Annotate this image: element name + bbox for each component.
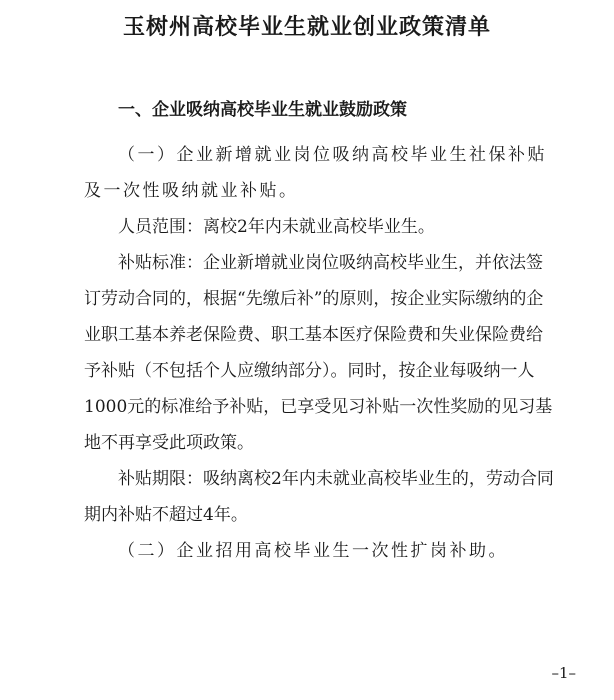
subsection-heading: （一）企业新增就业岗位吸纳高校毕业生社保补贴及一次性吸纳就业补贴。: [84, 145, 547, 201]
section-heading: 一、企业吸纳高校毕业生就业鼓励政策: [118, 100, 407, 120]
page-number: –1–: [551, 664, 576, 682]
paragraph-standard: 补贴标准：企业新增就业岗位吸纳高校毕业生，并依法签订劳动合同的，根据“先缴后补”的原则，按企业实际缴纳的企业职工基本养老保险费、职工基本医疗保险费和失业保险费给予补贴（不包括个人应缴纳部分）。同时，按企业每吸纳一人1000元的标准给予补贴，已享受见习补贴一次性奖励的见习基地不再享受此项政策。: [84, 253, 553, 453]
document-body: [84, 92, 554, 569]
subsection-heading: （二）企业招用高校毕业生一次性扩岗补助。: [118, 541, 508, 561]
document-title: 玉树州高校毕业生就业创业政策清单: [122, 14, 491, 40]
paragraph-period: 补贴期限：吸纳离校2年内未就业高校毕业生的，劳动合同期内补贴不超过4年。: [84, 469, 554, 525]
paragraph-scope: 人员范围：离校2年内未就业高校毕业生。: [118, 217, 435, 237]
